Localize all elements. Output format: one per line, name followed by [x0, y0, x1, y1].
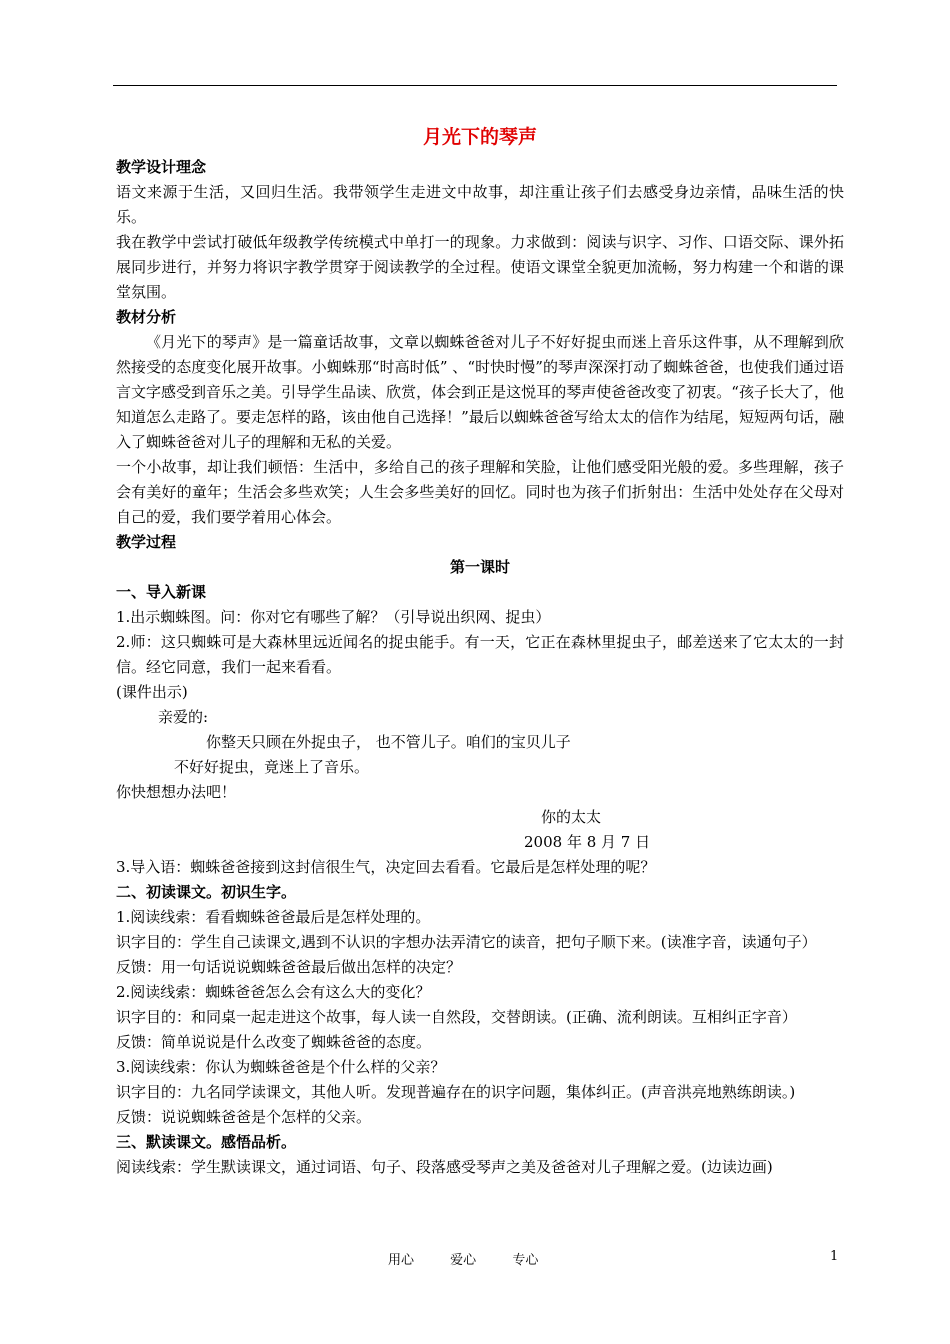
- part-heading-introduction: 一、导入新课: [116, 583, 207, 601]
- letter-date: 2008 年 8 月 7 日: [524, 833, 651, 851]
- list-item: 识字目的：和同桌一起走进这个故事，每人读一自然段，交替朗读。(正确、流利朗读。互相纠正字音）: [116, 1008, 797, 1026]
- paragraph: 《月光下的琴声》是一篇童话故事，文章以蜘蛛爸爸对儿子不好好捉虫而迷上音乐这件事，从不理解到欣然接受的态度变化展开故事。小蜘蛛那“时高时低” 、“时快时慢”的琴声深深打动了蜘蛛爸爸，也使我们通过语言文字感受到音乐之美。引导学生品读、欣赏，体会到正是这悦耳的琴声使爸爸改变了初衷。“孩子长大了，他知道怎么走路了。要走怎样的路，该由他自己选择！”最后以蜘蛛爸爸写给太太的信作为结尾，短短两句话，融入了蜘蛛爸爸对儿子的理解和无私的关爱。: [116, 333, 844, 451]
- letter-line: 不好好捉虫，竟迷上了音乐。: [174, 758, 370, 776]
- letter-salutation: 亲爱的:: [158, 708, 209, 726]
- header-rule: [113, 85, 837, 86]
- list-item: 反馈：用一句话说说蜘蛛爸爸最后做出怎样的决定？: [116, 958, 462, 976]
- courseware-note: (课件出示): [116, 683, 188, 701]
- list-item: 识字目的：九名同学读课文，其他人听。发现普遍存在的识字问题，集体纠正。(声音洪亮地熟练朗读。): [116, 1083, 796, 1101]
- list-item: 反馈：说说蜘蛛爸爸是个怎样的父亲。: [116, 1108, 372, 1126]
- section-heading-design-concept: 教学设计理念: [116, 158, 207, 176]
- paragraph: 我在教学中尝试打破低年级教学传统模式中单打一的现象。力求做到：阅读与识字、习作、口语交际、课外拓展同步进行，并努力将识字教学贯穿于阅读教学的全过程。使语文课堂全貌更加流畅，努力构建一个和谐的课堂氛围。: [116, 233, 844, 301]
- letter-line: 你整天只顾在外捉虫子， 也不管儿子。咱们的宝贝儿子: [206, 733, 571, 751]
- section-heading-teaching-process: 教学过程: [116, 533, 177, 551]
- part-heading-first-reading: 二、初读课文。初识生字。: [116, 883, 297, 901]
- document-body: [116, 119, 844, 1180]
- list-item: 2.师：这只蜘蛛可是大森林里远近闻名的捉虫能手。有一天，它正在森林里捉虫子，邮差送来了它太太的一封信。经它同意，我们一起来看看。: [116, 633, 844, 676]
- lesson-title: 第一课时: [449, 558, 510, 576]
- letter: [116, 705, 844, 855]
- letter-signature: 你的太太: [541, 808, 602, 826]
- list-item: 1.阅读线索：看看蜘蛛爸爸最后是怎样处理的。: [116, 908, 431, 926]
- page-number: 1: [830, 1249, 839, 1264]
- list-item: 2.阅读线索：蜘蛛爸爸怎么会有这么大的变化？: [116, 983, 431, 1001]
- list-item: 识字目的：学生自己读课文,遇到不认识的字想办法弄清它的读音，把句子顺下来。(读准字音，读通句子）: [116, 933, 817, 951]
- footer-motto-word: 爱心: [450, 1253, 477, 1268]
- section-heading-material-analysis: 教材分析: [116, 308, 177, 326]
- footer-motto-word: 专心: [512, 1253, 539, 1268]
- paragraph: 语文来源于生活，又回归生活。我带领学生走进文中故事，却注重让孩子们去感受身边亲情，品味生活的快乐。: [116, 183, 844, 226]
- list-item: 3.阅读线索：你认为蜘蛛爸爸是个什么样的父亲？: [116, 1058, 446, 1076]
- paragraph: 一个小故事，却让我们顿悟：生活中，多给自己的孩子理解和笑脸，让他们感受阳光般的爱。多些理解，孩子会有美好的童年；生活会多些欢笑；人生会多些美好的回忆。同时也为孩子们折射出：生活中处处存在父母对自己的爱，我们要学着用心体会。: [116, 458, 844, 526]
- doc-title: 月光下的琴声: [422, 126, 537, 148]
- list-item: 3.导入语：蜘蛛爸爸接到这封信很生气，决定回去看看。它最后是怎样处理的呢？: [116, 858, 656, 876]
- footer-motto: [388, 1249, 570, 1268]
- list-item: 1.出示蜘蛛图。问：你对它有哪些了解？（引导说出织网、捉虫）: [116, 608, 551, 626]
- part-heading-silent-reading: 三、默读课文。感悟品析。: [116, 1133, 297, 1151]
- list-item: 阅读线索：学生默读课文，通过词语、句子、段落感受琴声之美及爸爸对儿子理解之爱。(边读边画): [116, 1158, 773, 1176]
- letter-line: 你快想想办法吧！: [116, 783, 237, 801]
- list-item: 反馈：简单说说是什么改变了蜘蛛爸爸的态度。: [116, 1033, 432, 1051]
- footer-motto-word: 用心: [388, 1253, 415, 1268]
